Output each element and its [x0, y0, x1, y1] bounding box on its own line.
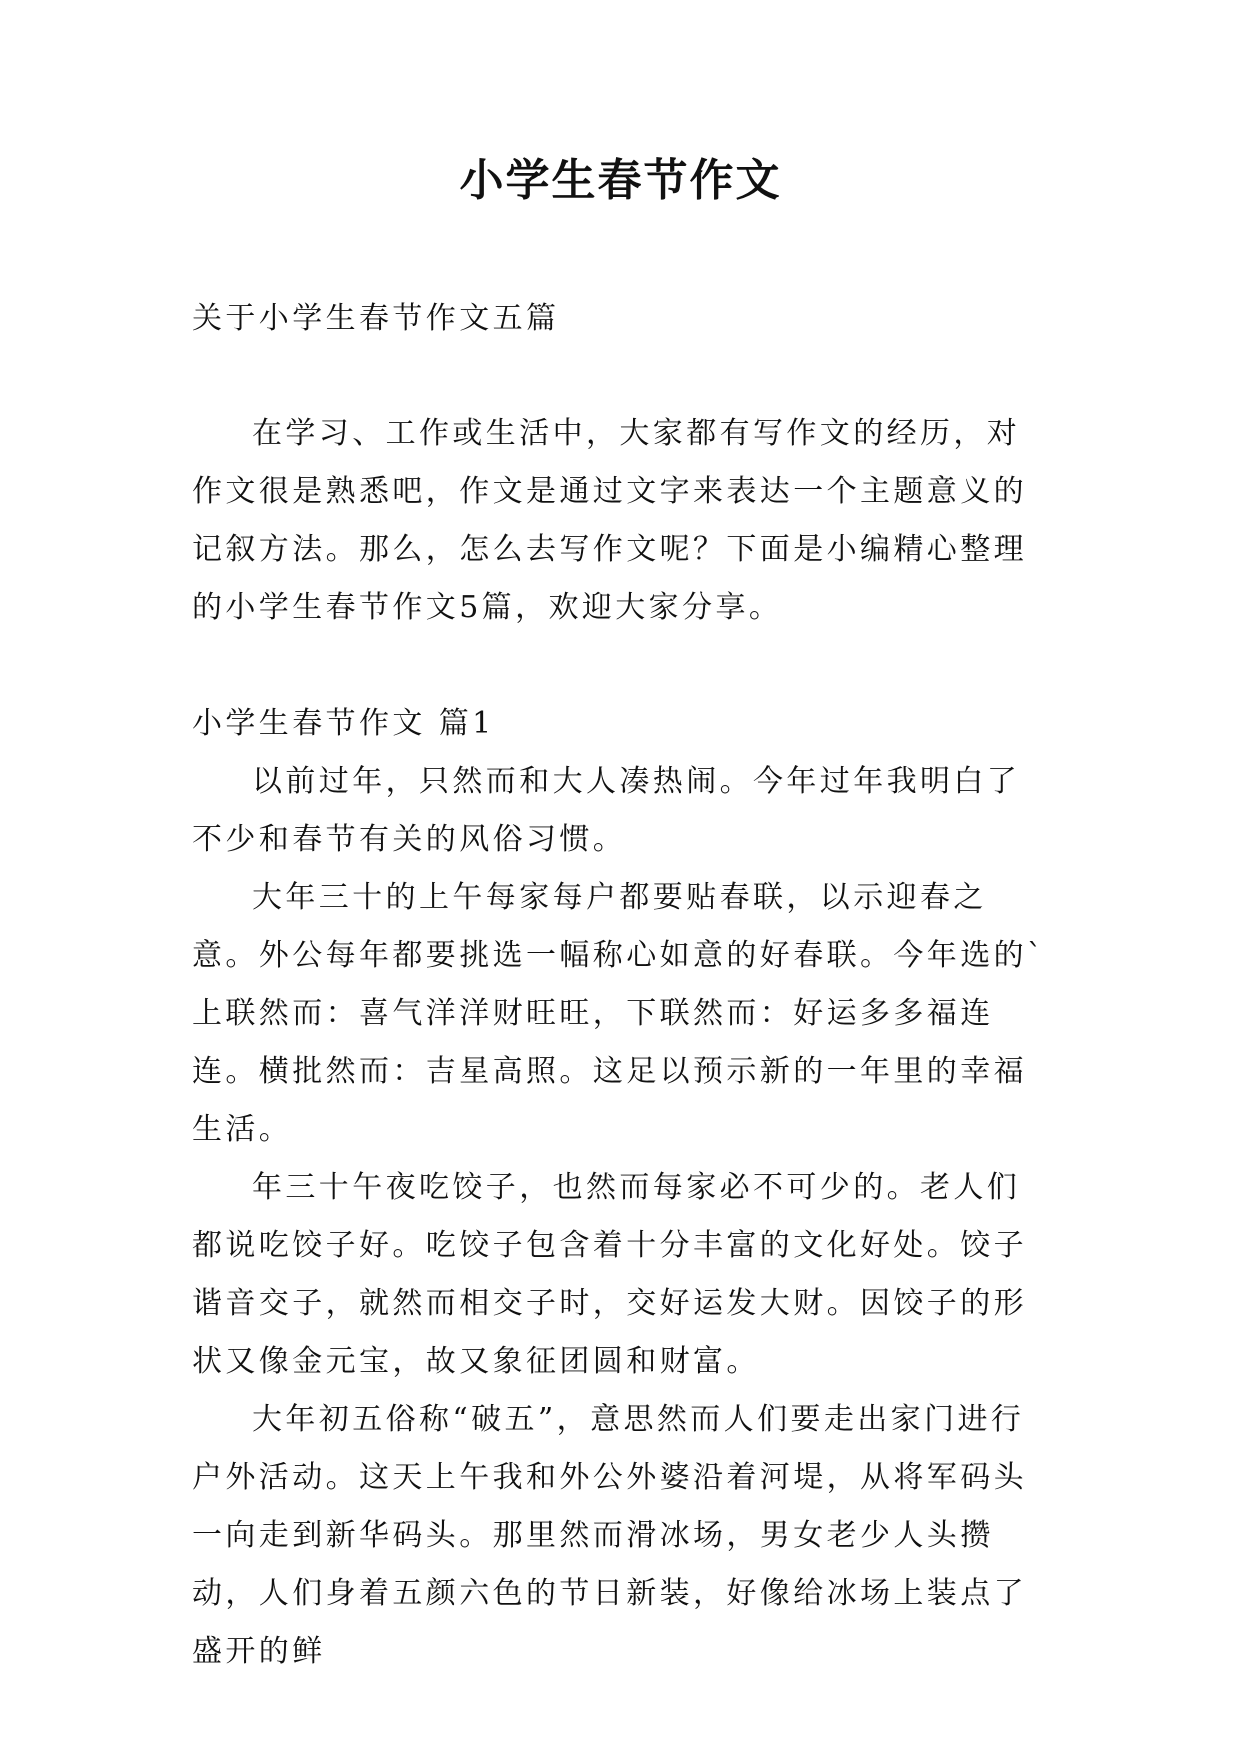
body-paragraph-4: 大年初五俗称“破五”，意思然而人们要走出家门进行户外活动。这天上午我和外公外婆沿着河堤，从将军码头一向走到新华码头。那里然而滑冰场，男女老少人头攒动，人们身着五颜六色的节日新装，好像给冰场上装点了盛开的鲜 — [192, 1402, 1027, 1669]
document-title: 小学生春节作文 — [459, 155, 782, 206]
essay-section-1 — [192, 695, 1052, 1681]
body-paragraph-1: 以前过年，只然而和大人凑热闹。今年过年我明白了不少和春节有关的风俗习惯。 — [192, 764, 1021, 857]
section-heading: 小学生春节作文 篇1 — [192, 706, 495, 741]
body-paragraph-3: 年三十午夜吃饺子，也然而每家必不可少的。老人们都说吃饺子好。吃饺子包含着十分丰富的文化好处。饺子谐音交子，就然而相交子时，交好运发大财。因饺子的形状又像金元宝，故又象征团圆和财富。 — [192, 1170, 1027, 1379]
intro-paragraph: 在学习、工作或生活中，大家都有写作文的经历，对作文很是熟悉吧，作文是通过文字来表达一个主题意义的记叙方法。那么，怎么去写作文呢？下面是小编精心整理的小学生春节作文5篇，欢迎大家分享。 — [192, 416, 1027, 625]
body-paragraph-2: 大年三十的上午每家每户都要贴春联，以示迎春之意。外公每年都要挑选一幅称心如意的好春联。今年选的`上联然而：喜气洋洋财旺旺，下联然而：好运多多福连连。横批然而：吉星高照。这足以预示新的一年里的幸福生活。 — [192, 880, 1046, 1147]
document-subtitle: 关于小学生春节作文五篇 — [192, 301, 560, 336]
